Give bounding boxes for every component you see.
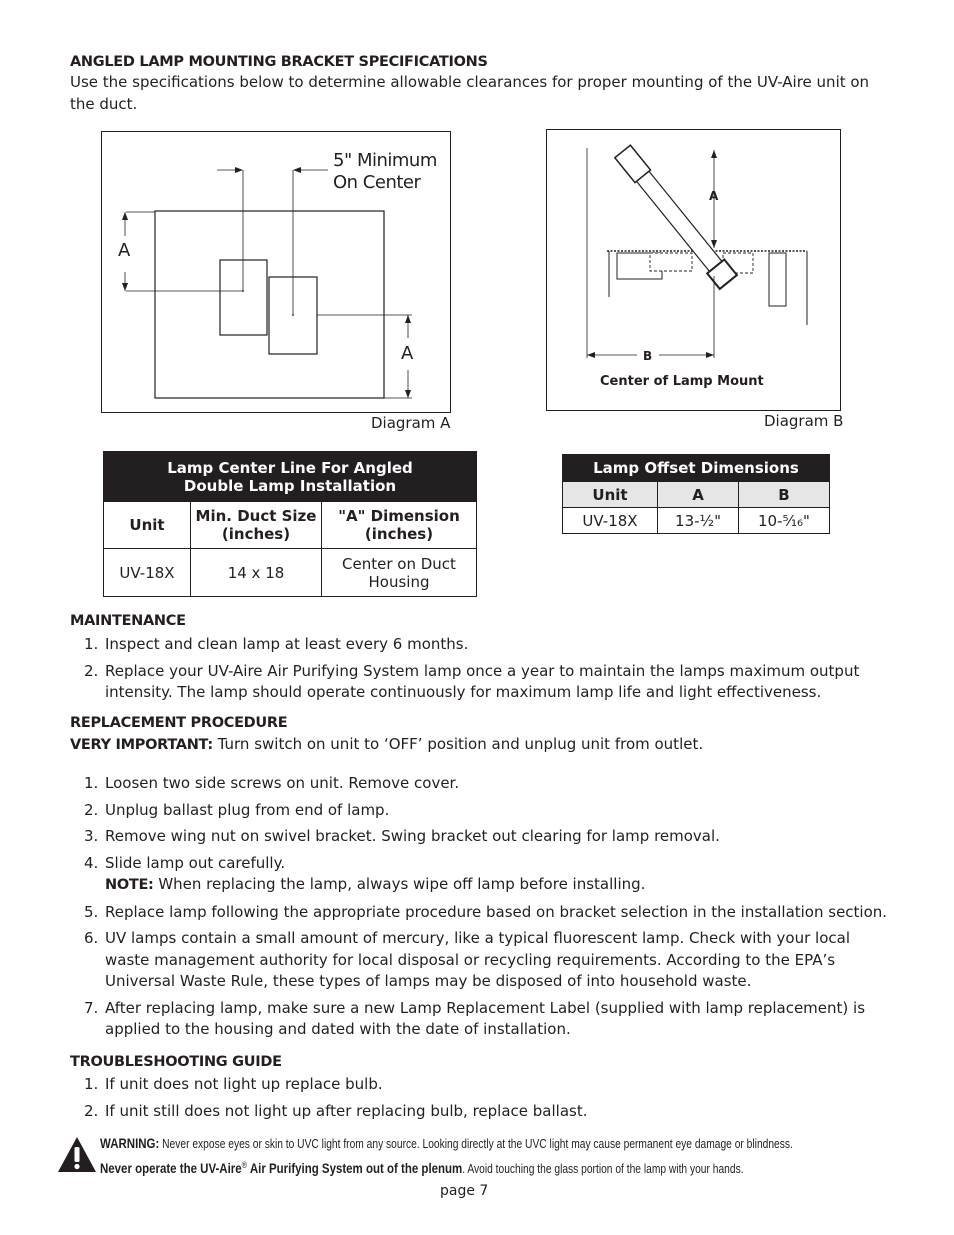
list-item [70,853,890,897]
very-important-label: VERY IMPORTANT: [70,737,213,753]
list-item-number: 7. [84,998,99,1017]
section-heading-bracket: ANGLED LAMP MOUNTING BRACKET SPECIFICATIONS [70,54,488,70]
list-item [70,773,890,795]
col-dim-line-1: "A" Dimension [338,507,460,525]
table-a-col-dimension [322,502,477,549]
table-a-title-line-1: Lamp Center Line For Angled [167,458,413,477]
diagram-a-caption: Diagram A [371,414,451,432]
table-b-cell-unit: UV-18X [563,508,658,534]
list-item-number: 1. [84,774,99,792]
intro-line-2: the duct. [70,94,138,113]
table-a-cell-unit: UV-18X [104,549,191,597]
list-item-number: 2. [84,800,99,819]
diagram-b-caption: Diagram B [764,412,844,430]
cell-dim-line-2: Housing [368,572,430,591]
list-item-text: Loosen two side screws on unit. Remove cover. [105,774,460,792]
table-a-col-size [191,502,322,549]
replacement-list [70,773,890,1046]
very-important-text: Turn switch on unit to ‘OFF’ position and unplug unit from outlet. [212,735,704,753]
list-item-text: Replace lamp following the appropriate procedure based on bracket selection in the installation section. [105,902,888,921]
col-size-line-2: (inches) [221,525,291,543]
cell-dim-line-1: Center on Duct [342,554,456,573]
list-item-number: 3. [84,827,99,845]
warning-label: WARNING: [100,1135,160,1151]
warning-line-2 [100,1155,793,1180]
page-number: page 7 [440,1183,489,1199]
warning-text [100,1133,793,1180]
list-item-number: 2. [84,661,99,680]
list-item-text: Replace your UV-Aire Air Purifying System lamp once a year to maintain the lamps maximum output intensity. The lamp should operate continuously for maximum lamp life and light effectiveness. [105,661,860,701]
table-a-title-line-2: Double Lamp Installation [183,476,397,495]
list-item-text: After replacing lamp, make sure a new Lamp Replacement Label (supplied with lamp replacement) is applied to the housing and dated with the date of installation. [105,998,866,1038]
diagram-a [101,131,451,413]
table-a-cell-dimension [322,549,477,597]
list-item-text: If unit does not light up replace bulb. [105,1075,383,1093]
list-item [70,1101,890,1123]
maintenance-heading: MAINTENANCE [70,613,186,629]
list-item [70,661,890,704]
troubleshooting-heading: TROUBLESHOOTING GUIDE [70,1054,282,1070]
list-item-text: Unplug ballast plug from end of lamp. [105,800,390,819]
center-of-lamp-mount-label: Center of Lamp Mount [600,374,764,389]
diagram-b [546,129,841,411]
list-item [70,902,890,924]
table-b-cell-a: 13-½" [658,508,739,534]
list-item-text: Inspect and clean lamp at least every 6 months. [105,635,469,653]
col-size-line-1: Min. Duct Size [195,507,317,525]
diagram-b-drawing [547,130,840,410]
warning-text-1: Never expose eyes or skin to UVC light from any source. Looking directly at the UVC light may cause permanent eye damage or blindness. [159,1137,793,1151]
warning-bold-a: Never operate the UV-Aire [100,1160,242,1177]
intro-text [70,72,869,115]
list-item [70,800,890,822]
col-dim-line-2: (inches) [364,525,434,543]
list-item-number: 6. [84,929,99,947]
list-item-number: 4. [84,853,99,872]
warning-line-1 [100,1133,793,1155]
intro-line-1: Use the specifications below to determine allowable clearances for proper mounting of the UV-Aire unit on [70,73,870,91]
table-b-col-unit: Unit [563,482,658,508]
dimension-a-right-label: A [401,343,414,364]
list-item-number: 1. [84,1075,99,1093]
list-item [70,928,890,993]
list-item-number: 1. [84,635,99,653]
table-lamp-center-line [103,451,477,597]
table-a-col-unit: Unit [104,502,191,549]
warning-text-2: . Avoid touching the glass portion of the lamp with your hands. [462,1162,744,1177]
table-lamp-offset [562,454,830,534]
list-item-number: 5. [84,902,99,921]
list-item-text: UV lamps contain a small amount of mercury, like a typical fluorescent lamp. Check with your local waste management authority for local disposal or recycling requirements. According to the EPA’s Universal Waste Rule, these types of lamps may be disposed of into household waste. [105,929,850,990]
warning-bold-b: Air Purifying System out of the plenum [247,1160,463,1177]
list-item [70,998,890,1041]
registered-mark: ® [241,1160,248,1170]
table-b-cell-b: 10-⁵⁄₁₆" [739,508,830,534]
min-on-center-label [333,150,437,194]
note-text: When replacing the lamp, always wipe off lamp before installing. [153,875,646,893]
list-item-text: Slide lamp out carefully. [105,853,286,872]
list-item [70,826,890,848]
table-b-col-b: B [739,482,830,508]
note-label: NOTE: [105,877,154,893]
table-b-title: Lamp Offset Dimensions [563,455,830,482]
maintenance-list [70,634,890,709]
replacement-heading: REPLACEMENT PROCEDURE [70,715,288,731]
table-a-cell-size: 14 x 18 [191,549,322,597]
dimension-a-label: A [709,189,719,203]
list-item-text: Remove wing nut on swivel bracket. Swing bracket out clearing for lamp removal. [105,827,720,845]
table-b-col-a: A [658,482,739,508]
troubleshooting-list [70,1074,890,1127]
very-important-line [70,734,703,757]
warning-icon [57,1136,97,1173]
list-item [70,1074,890,1096]
list-item-text: If unit still does not light up after replacing bulb, replace ballast. [105,1101,588,1120]
dimension-a-left-label: A [118,240,131,261]
min-label-line-2: On Center [333,172,421,193]
min-label-line-1: 5" Minimum [333,150,437,171]
list-item-number: 2. [84,1101,99,1120]
table-a-title [104,452,477,502]
dimension-b-label: B [643,349,653,363]
list-item [70,634,890,656]
